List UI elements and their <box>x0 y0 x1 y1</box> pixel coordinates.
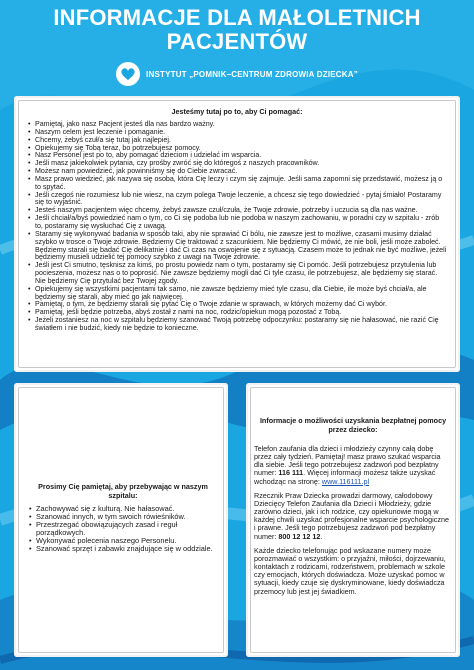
title-line-1: INFORMACJE DLA MAŁOLETNICH <box>53 5 421 30</box>
rights-panel <box>14 96 460 372</box>
topics-paragraph: Każde dziecko telefonując pod wskazane numery może porozmawiać o wszystkim: o przyjaźni, miłości, dojrzewaniu, kontaktach z rodzicami, rodzeństwem, problemach w szkole czy emocjach, których doświadcza. Może uzyskać pomoc w sytuacji, kiedy czuje się dyskryminowane, kiedy doświadcza przemocy lub jest jej świadkiem. <box>254 545 446 596</box>
list-item: • Jeśli jest Ci smutno, tęsknisz za kimś, po prostu powiedz nam o tym, postaramy się Ci pomóc. Jeśli potrzebujesz przytulenia lub pocieszenia, możesz nas o to poprosić. Nie zawsze będziemy mogli dać Ci tyle czasu, ile potrzebujesz, ale będziemy się starać. Nie będziemy Cię przytulać bez Twojej zgody. <box>28 262 448 286</box>
list-item: • Jeśli masz jakiekolwiek pytania, czy prośby zwróć się do któregoś z naszych pracowników. <box>28 160 448 168</box>
rules-content <box>29 483 217 554</box>
helpline-text: Telefon zaufania dla dzieci i młodzieży czynny całą dobę przez cały tydzień. Pamiętaj! masz prawo szukać wsparcia dla siebie. Jeśli tego potrzebujesz zadzwoń pod bezpłatny numer: <box>254 444 441 478</box>
list-item: • Chcemy, żebyś czuł/a się tutaj jak najlepiej. <box>28 137 448 145</box>
list-item: • Przestrzegać obowiązujących zasad i reguł porządkowych. <box>29 521 217 537</box>
list-item: • Jeśli chciał/a/byś powiedzieć nam o tym, co Ci się podoba lub nie podoba w naszym zachowaniu, w poradni czy w szpitalu - zrób to, postaramy się wysłuchać Cię z uwagą. <box>28 215 448 231</box>
ombudsman-number: 800 12 12 12 <box>278 531 321 541</box>
ombudsman-text-end: . <box>320 531 323 541</box>
list-item: • Nasz Personel jest po to, aby pomagać dzieciom i udzielać im wsparcia. <box>28 152 448 160</box>
rules-panel-title: Prosimy Cię pamiętaj, aby przebywając w naszym szpitalu: <box>38 482 208 500</box>
helpline-website-link[interactable]: www.116111.pl <box>321 476 370 486</box>
list-item: • Opiekujemy się Tobą teraz, bo potrzebujesz pomocy. <box>28 145 448 153</box>
helpline-paragraph <box>254 445 452 486</box>
help-panel <box>246 383 460 657</box>
page-header <box>0 6 474 86</box>
help-panel-title: Informacje o możliwości uzyskania bezpłatnej pomocy przez dziecko: <box>259 416 447 434</box>
page-title <box>0 6 474 54</box>
list-item: • Staramy się wykonywać badania w sposób taki, aby nie sprawiać Ci bólu, nie zawsze jest to możliwe, czasami musimy działać szybko w trosce o Twoje zdrowie. Będziemy Cię traktować z szacunkiem. Nie będziemy Ci mówić, że nie boli, jeśli może zaboleć. Będziemy starali się badać Cię delikatnie i dać Ci czas na oswojenie się z sytuacją. Czasem może to jednak nie być możliwe, jeżeli będziemy musieli udzielić tej pomocy szybko z uwagi na Twoje zdrowie. <box>28 231 448 262</box>
list-item: • Jeżeli zostaniesz na noc w szpitalu będziemy szanować Twoją potrzebę odpoczynku: postaramy się nie hałasować, nie razić Cię światłem i nie budzić, kiedy nie będzie to konieczne. <box>28 317 448 333</box>
list-item: • Naszym celem jest leczenie i pomaganie. <box>28 129 448 137</box>
list-item: • Szanować sprzęt i zabawki znajdujące się w oddziale. <box>29 545 217 553</box>
rights-list <box>28 121 448 333</box>
helpline-number: 116 111 <box>278 468 304 478</box>
list-item: • Pamiętaj, jako nasz Pacjent jesteś dla nas bardzo ważny. <box>28 121 448 129</box>
list-item: • Wykonywać polecenia naszego Personelu. <box>29 537 217 545</box>
list-item: • Możesz nam powiedzieć, jak powinniśmy się do Ciebie zwracać. <box>28 168 448 176</box>
ombudsman-text: Rzecznik Praw Dziecka prowadzi darmowy, całodobowy Dziecięcy Telefon Zaufania dla Dzieci i Młodzieży, gdzie zarówno dzieci, jak i ich rodzice, czy opiekunowie mogą w każdej chwili uzyskać profesjonalne wsparcie psychologiczne i prawne. Jeśli tego potrzebujesz zadzwoń pod bezpłatny numer: <box>254 490 449 541</box>
list-item: • Zachowywać się z kulturą. Nie hałasować. <box>29 505 217 513</box>
heart-logo-icon <box>116 62 140 86</box>
list-item: • Jeśli czegoś nie rozumiesz lub nie wiesz, na czym polega Twoje leczenie, a chcesz się tego dowiedzieć - pytaj śmiało! Postaramy się to wyjaśnić. <box>28 192 448 208</box>
ombudsman-paragraph <box>254 492 452 541</box>
rules-list <box>29 505 217 554</box>
list-item: • Szanować innych, w tym swoich rówieśników. <box>29 513 217 521</box>
list-item: • Pamiętaj, o tym, że będziemy starali się pytać Cię o Twoje zdanie w sprawach, w których możemy dać Ci wybór. <box>28 301 448 309</box>
rules-panel <box>14 383 228 657</box>
title-line-2: PACJENTÓW <box>166 29 308 54</box>
list-item: • Masz prawo wiedzieć, jak nazywa się osoba, która Cię leczy i czym się zajmuje. Jeśli sama zapomni się przedstawić, możesz ją o to spytać. <box>28 176 448 192</box>
help-content <box>254 417 452 602</box>
list-item: • Pamiętaj, jeśli będzie potrzeba, abyś został z nami na noc, rodzic/opiekun mogą pozostać z Tobą. <box>28 309 448 317</box>
institute-name: INSTYTUT „POMNIK–CENTRUM ZDROWIA DZIECKA” <box>146 69 358 79</box>
list-item: • Jesteś naszym pacjentem więc chcemy, żebyś zawsze czuł/czuła, że Twoje zdrowie, potrzeby i uczucia są dla nas ważne. <box>28 207 448 215</box>
list-item: • Opiekujemy się wszystkimi pacjentami tak samo, nie zawsze będziemy mieć tyle czasu, dla Ciebie, ile może byś chciał/a, ale będziemy się starali, aby mieć go jak najwięcej. <box>28 286 448 302</box>
rights-panel-title: Jesteśmy tutaj po to, aby Ci pomagać: <box>171 107 303 116</box>
helpline-text-more: . Więcej informacji możesz także uzyskać wchodząc na stronę: <box>254 468 436 486</box>
institute-brand <box>0 62 474 86</box>
